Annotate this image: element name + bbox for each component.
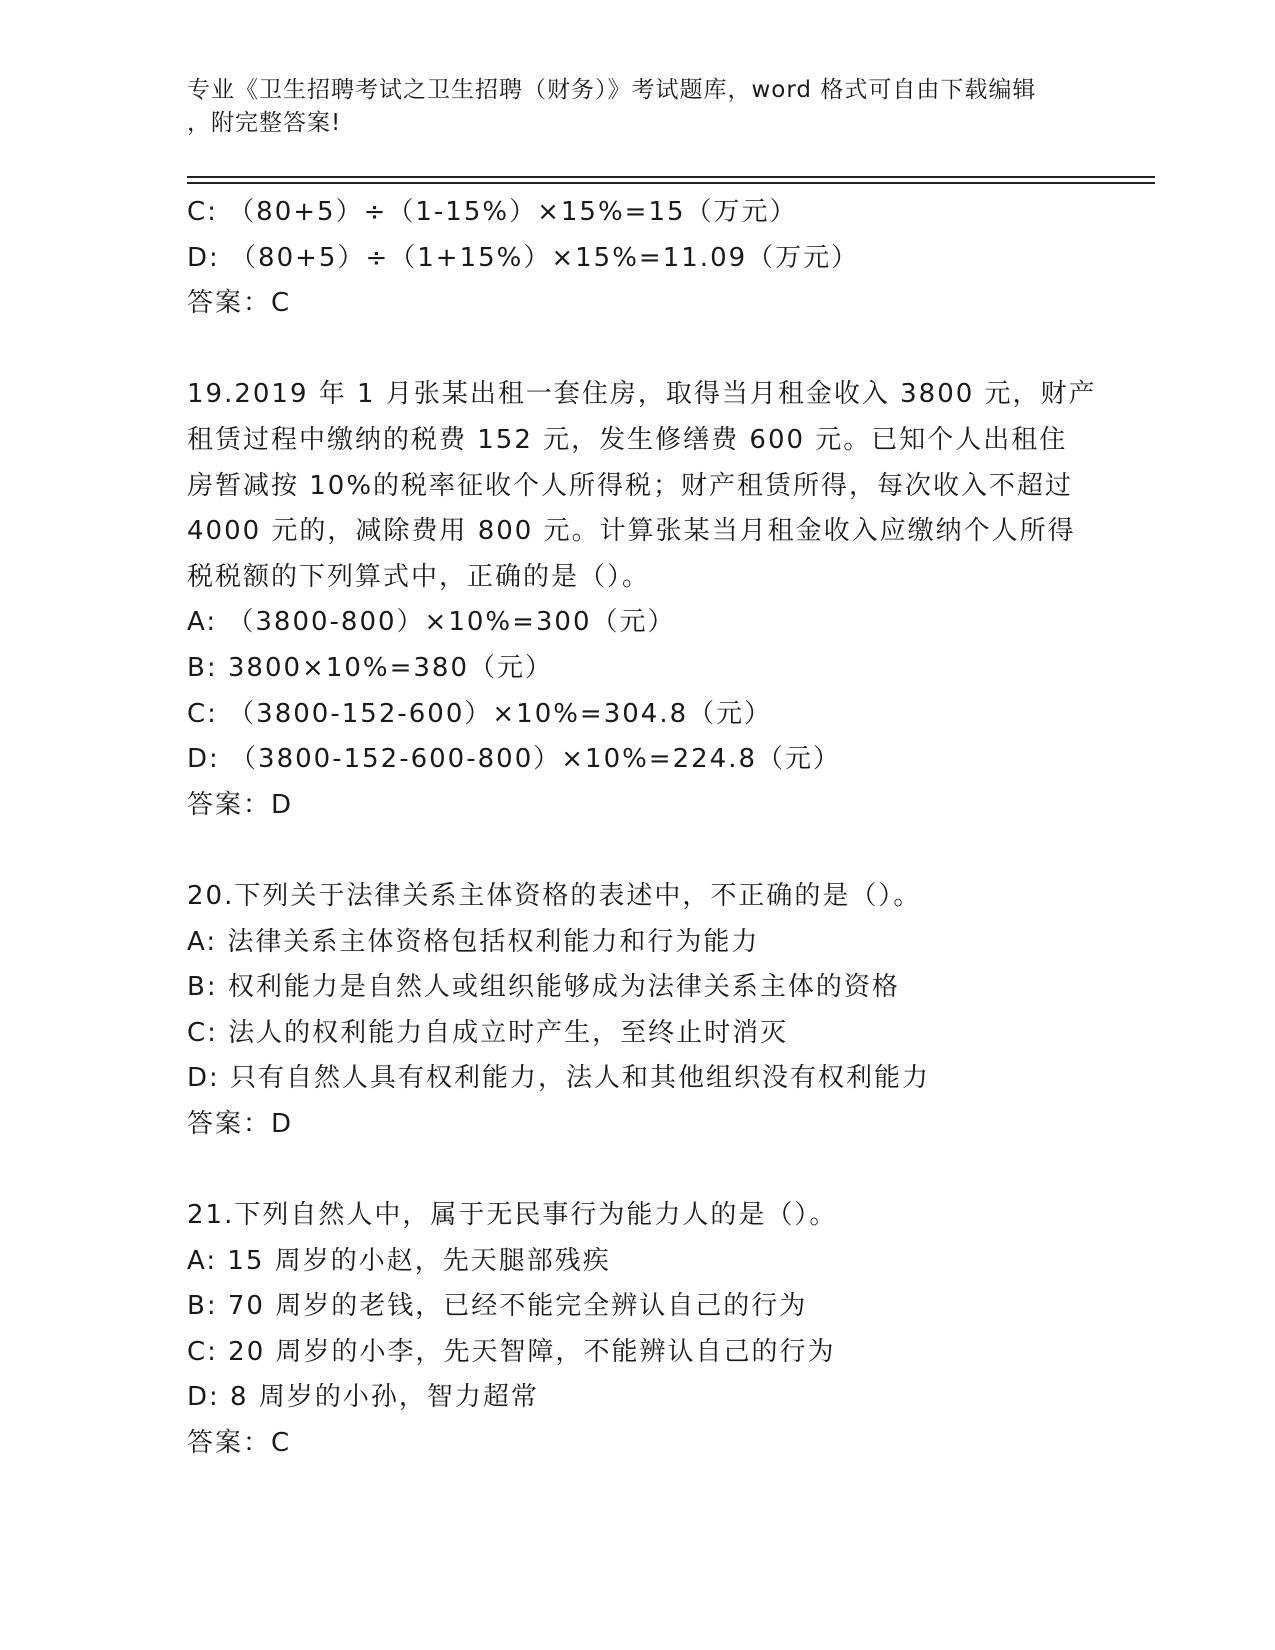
question-20	[187, 874, 1087, 1148]
question-text-line: 21.下列自然人中，属于无民事行为能力人的是（）。	[187, 1200, 838, 1231]
question-text-line: 税税额的下列算式中，正确的是（）。	[187, 561, 651, 592]
option-a: A: （3800-800）×10%=300（元）	[187, 607, 676, 638]
header-divider-top	[187, 176, 1155, 178]
option-c: C: 法人的权利能力自成立时产生，至终止时消灭	[187, 1017, 789, 1048]
document-header	[187, 74, 1077, 140]
option-a: A: 法律关系主体资格包括权利能力和行为能力	[187, 926, 760, 957]
option-b: B: 权利能力是自然人或组织能够成为法律关系主体的资格	[187, 972, 900, 1003]
header-divider-bottom	[187, 182, 1155, 184]
option-d: D: 8 周岁的小孙，智力超常	[187, 1382, 539, 1413]
question-text-line: 20.下列关于法律关系主体资格的表述中，不正确的是（）。	[187, 880, 922, 911]
question-content	[187, 190, 1097, 1467]
option-c: C: （80+5）÷（1-15%）×15%=15（万元）	[187, 197, 798, 227]
previous-question-tail	[187, 190, 1087, 327]
spacer	[187, 828, 1087, 874]
header-line-2: ，附完整答案!	[187, 110, 342, 136]
spacer	[187, 327, 1087, 373]
option-c: C: （3800-152-600）×10%=304.8（元）	[187, 698, 773, 729]
question-19	[187, 372, 1097, 828]
option-d: D: （80+5）÷（1+15%）×15%=11.09（万元）	[187, 242, 860, 273]
question-text-line: 租赁过程中缴纳的税费 152 元，发生修缮费 600 元。已知个人出租住	[187, 424, 1068, 455]
option-c: C: 20 周岁的小李，先天智障，不能辨认自己的行为	[187, 1336, 836, 1367]
option-b: B: 70 周岁的老钱，已经不能完全辨认自己的行为	[187, 1291, 808, 1322]
answer-line: 答案：C	[187, 1428, 292, 1459]
option-d: D: 只有自然人具有权利能力，法人和其他组织没有权利能力	[187, 1063, 931, 1094]
question-text-line: 4000 元的，减除费用 800 元。计算张某当月租金收入应缴纳个人所得	[187, 516, 1076, 547]
answer-line: 答案：C	[187, 288, 292, 319]
answer-line: 答案：D	[187, 789, 294, 820]
question-text-line: 19.2019 年 1 月张某出租一套住房，取得当月租金收入 3800 元，财产	[187, 379, 1097, 410]
answer-line: 答案：D	[187, 1108, 294, 1139]
header-line-1: 专业《卫生招聘考试之卫生招聘（财务）》考试题库，word 格式可自由下载编辑	[187, 77, 1037, 103]
option-b: B: 3800×10%=380（元）	[187, 652, 554, 683]
question-21	[187, 1193, 1087, 1467]
spacer	[187, 1147, 1087, 1193]
option-a: A: 15 周岁的小赵，先天腿部残疾	[187, 1245, 611, 1276]
question-text-line: 房暂减按 10%的税率征收个人所得税；财产租赁所得，每次收入不超过	[187, 470, 1074, 501]
option-d: D: （3800-152-600-800）×10%=224.8（元）	[187, 744, 842, 775]
